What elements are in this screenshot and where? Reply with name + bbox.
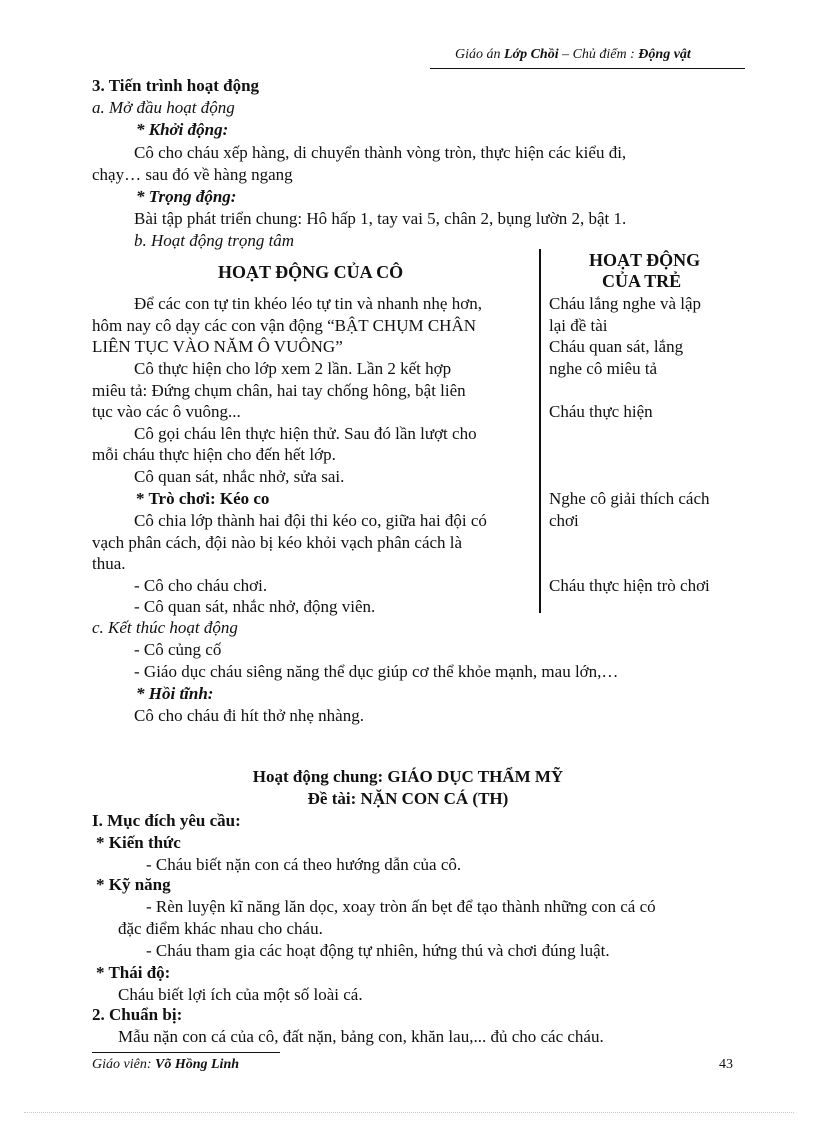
skill-line-3: - Cháu tham gia các hoạt động tự nhiên, hứng thú và chơi đúng luật. [146,941,610,960]
header-topic: Động vật [638,47,691,62]
child-line: Cháu thực hiện trò chơi [549,576,710,595]
teacher-line: Cô chia lớp thành hai đội thi kéo co, giữa hai đội có [134,511,487,530]
prep-title: 2. Chuẩn bị: [92,1005,183,1024]
khoi-dong-line-2: chạy… sau đó về hàng ngang [92,165,293,184]
teacher-line: vạch phân cách, đội nào bị kéo khỏi vạch phân cách là [92,533,463,552]
teacher-line: thua. [92,554,126,573]
game-title: * Trò chơi: Kéo co [136,489,270,508]
teacher-line: miêu tả: Đứng chụm chân, hai tay chống hông, bật liên [92,381,466,400]
teacher-column-header: HOẠT ĐỘNG CỦA CÔ [218,262,404,282]
teacher-line: Để các con tự tin khéo léo tự tin và nhanh nhẹ hơn, [134,294,482,313]
teacher-line: Cô gọi cháu lên thực hiện thử. Sau đó lần lượt cho [134,424,477,443]
section-b-title: b. Hoạt động trọng tâm [134,231,295,250]
child-column-header-1: HOẠT ĐỘNG [589,250,701,270]
teacher-line: Cô quan sát, nhắc nhở, sửa sai. [134,467,345,486]
knowledge-label: * Kiến thức [96,833,181,852]
section-c-line-1: - Cô củng cố [134,640,222,659]
khoi-dong-label: * Khởi động: [136,120,229,139]
page-number: 43 [719,1057,733,1072]
footer-rule [92,1052,280,1053]
activity-heading-prefix: Hoạt động chung: [252,767,388,786]
prep-text: Mẫu nặn con cá của cô, đất nặn, bảng con, khăn lau,... đủ cho các cháu. [118,1027,604,1046]
teacher-line: mỗi cháu thực hiện cho đến hết lớp. [92,445,336,464]
page-edge-dots [24,1112,794,1113]
section-c-title: c. Kết thúc hoạt động [92,618,238,637]
section-a-title: a. Mở đầu hoạt động [92,98,235,117]
skill-line-1: - Rèn luyện kĩ năng lăn dọc, xoay tròn ấn bẹt để tạo thành những con cá có [146,897,656,916]
child-line: Cháu lắng nghe và lập [549,294,702,313]
table-divider [539,249,541,613]
trong-dong-text: Bài tập phát triển chung: Hô hấp 1, tay vai 5, chân 2, bụng lườn 2, bật 1. [134,209,627,228]
hoi-tinh-text: Cô cho cháu đi hít thở nhẹ nhàng. [134,706,364,725]
child-line: Cháu thực hiện [549,402,653,421]
child-line: chơi [549,511,579,530]
running-header [455,47,691,63]
teacher-line: hôm nay cô dạy các con vận động “BẬT CHỤM CHÂN [92,316,477,335]
section-3-title: 3. Tiến trình hoạt động [92,76,260,95]
header-prefix: Giáo án [455,47,504,62]
teacher-label: Giáo viên: [92,1057,155,1072]
teacher-name: Võ Hồng Linh [154,1057,240,1072]
activity-heading-title: GIÁO DỤC THẨM MỸ [387,767,564,786]
child-line: lại đề tài [549,316,608,335]
goals-title: I. Mục đích yêu cầu: [92,811,241,830]
knowledge-text: - Cháu biết nặn con cá theo hướng dẫn của cô. [146,855,462,874]
child-line: Cháu quan sát, lắng [549,337,684,356]
child-column-header-2: CỦA TRẺ [602,271,682,291]
teacher-line: Cô thực hiện cho lớp xem 2 lần. Lần 2 kết hợp [134,359,452,378]
khoi-dong-line-1: Cô cho cháu xếp hàng, di chuyển thành vòng tròn, thực hiện các kiểu đi, [134,143,627,162]
activity-subject: Đề tài: NẶN CON CÁ (TH) [307,789,509,808]
header-sep: – Chủ điểm : [558,47,639,62]
skill-label: * Kỹ năng [96,875,171,894]
trong-dong-label: * Trọng động: [136,187,237,206]
attitude-text: Cháu biết lợi ích của một số loài cá. [118,985,363,1004]
teacher-line: tục vào các ô vuông... [92,402,241,421]
child-line: Nghe cô giải thích cách [549,489,710,508]
teacher-line: - Cô cho cháu chơi. [134,576,268,595]
attitude-label: * Thái độ: [96,963,171,982]
hoi-tinh-label: * Hồi tĩnh: [136,684,214,703]
activity-heading [0,767,816,787]
skill-line-2: đặc điểm khác nhau cho cháu. [118,919,323,938]
section-c-line-2: - Giáo dục cháu siêng năng thể dục giúp cơ thể khỏe mạnh, mau lớn,… [134,662,619,681]
header-class: Lớp Chồi [504,47,559,62]
child-line: nghe cô miêu tả [549,359,658,378]
teacher-line: - Cô quan sát, nhắc nhở, động viên. [134,597,376,616]
footer-teacher [92,1057,239,1073]
header-rule [430,68,745,69]
teacher-line: LIÊN TỤC VÀO NĂM Ô VUÔNG” [92,337,343,356]
